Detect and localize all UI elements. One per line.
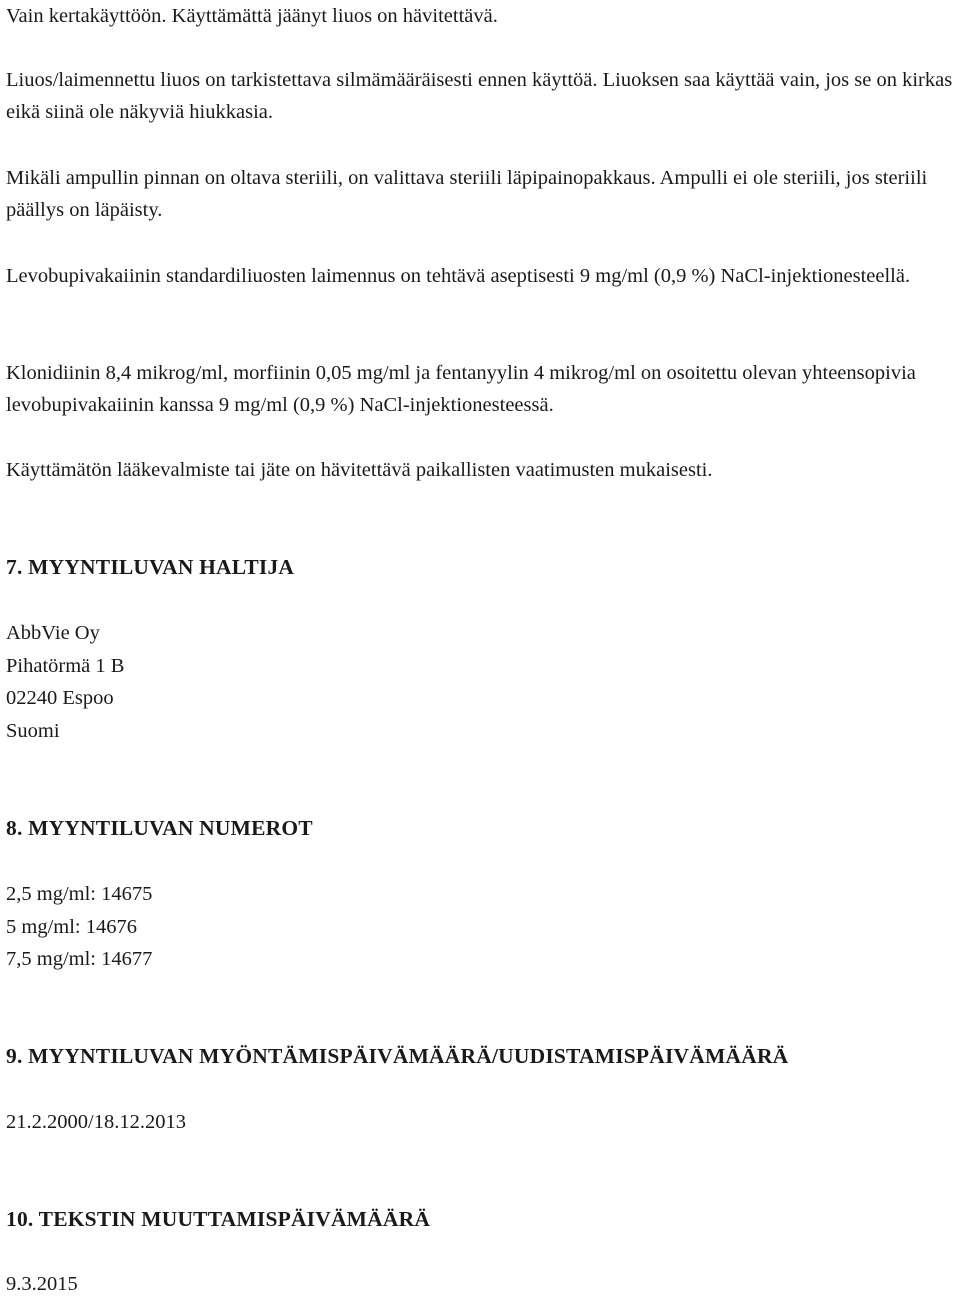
paragraph-inspection: Liuos/laimennettu liuos on tarkistettava silmämääräisesti ennen käyttöä. Liuoksen saa käyttää vain, jos se on kirkas eikä siinä ole näkyviä hiukkasia. xyxy=(6,69,953,123)
paragraph-dilution: Levobupivakaiinin standardiliuosten laimennus on tehtävä aseptisesti 9 mg/ml (0,9 %) NaCl-injektionesteellä. xyxy=(6,265,911,287)
authorization-number: 5 mg/ml: 14676 xyxy=(6,915,137,938)
section-7-heading: 7. MYYNTILUVAN HALTIJA xyxy=(6,555,295,579)
address-line: Suomi xyxy=(6,719,60,742)
revision-date: 9.3.2015 xyxy=(6,1273,78,1295)
authorization-date: 21.2.2000/18.12.2013 xyxy=(6,1111,186,1133)
address-line: 02240 Espoo xyxy=(6,687,114,709)
authorization-number: 7,5 mg/ml: 14677 xyxy=(6,948,153,970)
paragraph-sterility: Mikäli ampullin pinnan on oltava steriili, on valittava steriili läpipainopakkaus. Ampulli ei ole steriili, jos steriili päällys on läpäisty. xyxy=(6,167,928,221)
paragraph-single-use: Vain kertakäyttöön. Käyttämättä jäänyt liuos on hävitettävä. xyxy=(6,5,498,27)
paragraph-disposal: Käyttämätön lääkevalmiste tai jäte on hävitettävä paikallisten vaatimusten mukaisesti. xyxy=(6,459,713,481)
section-8-heading: 8. MYYNTILUVAN NUMEROT xyxy=(6,816,313,840)
authorization-number: 2,5 mg/ml: 14675 xyxy=(6,883,153,905)
paragraph-compatibility: Klonidiinin 8,4 mikrog/ml, morfiinin 0,05 mg/ml ja fentanyylin 4 mikrog/ml on osoitettu olevan yhteensopivia levobupivakaiinin kanssa 9 mg/ml (0,9 %) NaCl-injektionesteessä. xyxy=(6,362,916,416)
address-line: AbbVie Oy xyxy=(6,622,100,644)
holder-address xyxy=(6,617,124,747)
authorization-numbers xyxy=(6,878,152,976)
address-line: Pihatörmä 1 B xyxy=(6,654,125,677)
section-10-heading: 10. TEKSTIN MUUTTAMISPÄIVÄMÄÄRÄ xyxy=(6,1207,431,1231)
section-9-heading: 9. MYYNTILUVAN MYÖNTÄMISPÄIVÄMÄÄRÄ/UUDISTAMISPÄIVÄMÄÄRÄ xyxy=(6,1044,789,1068)
